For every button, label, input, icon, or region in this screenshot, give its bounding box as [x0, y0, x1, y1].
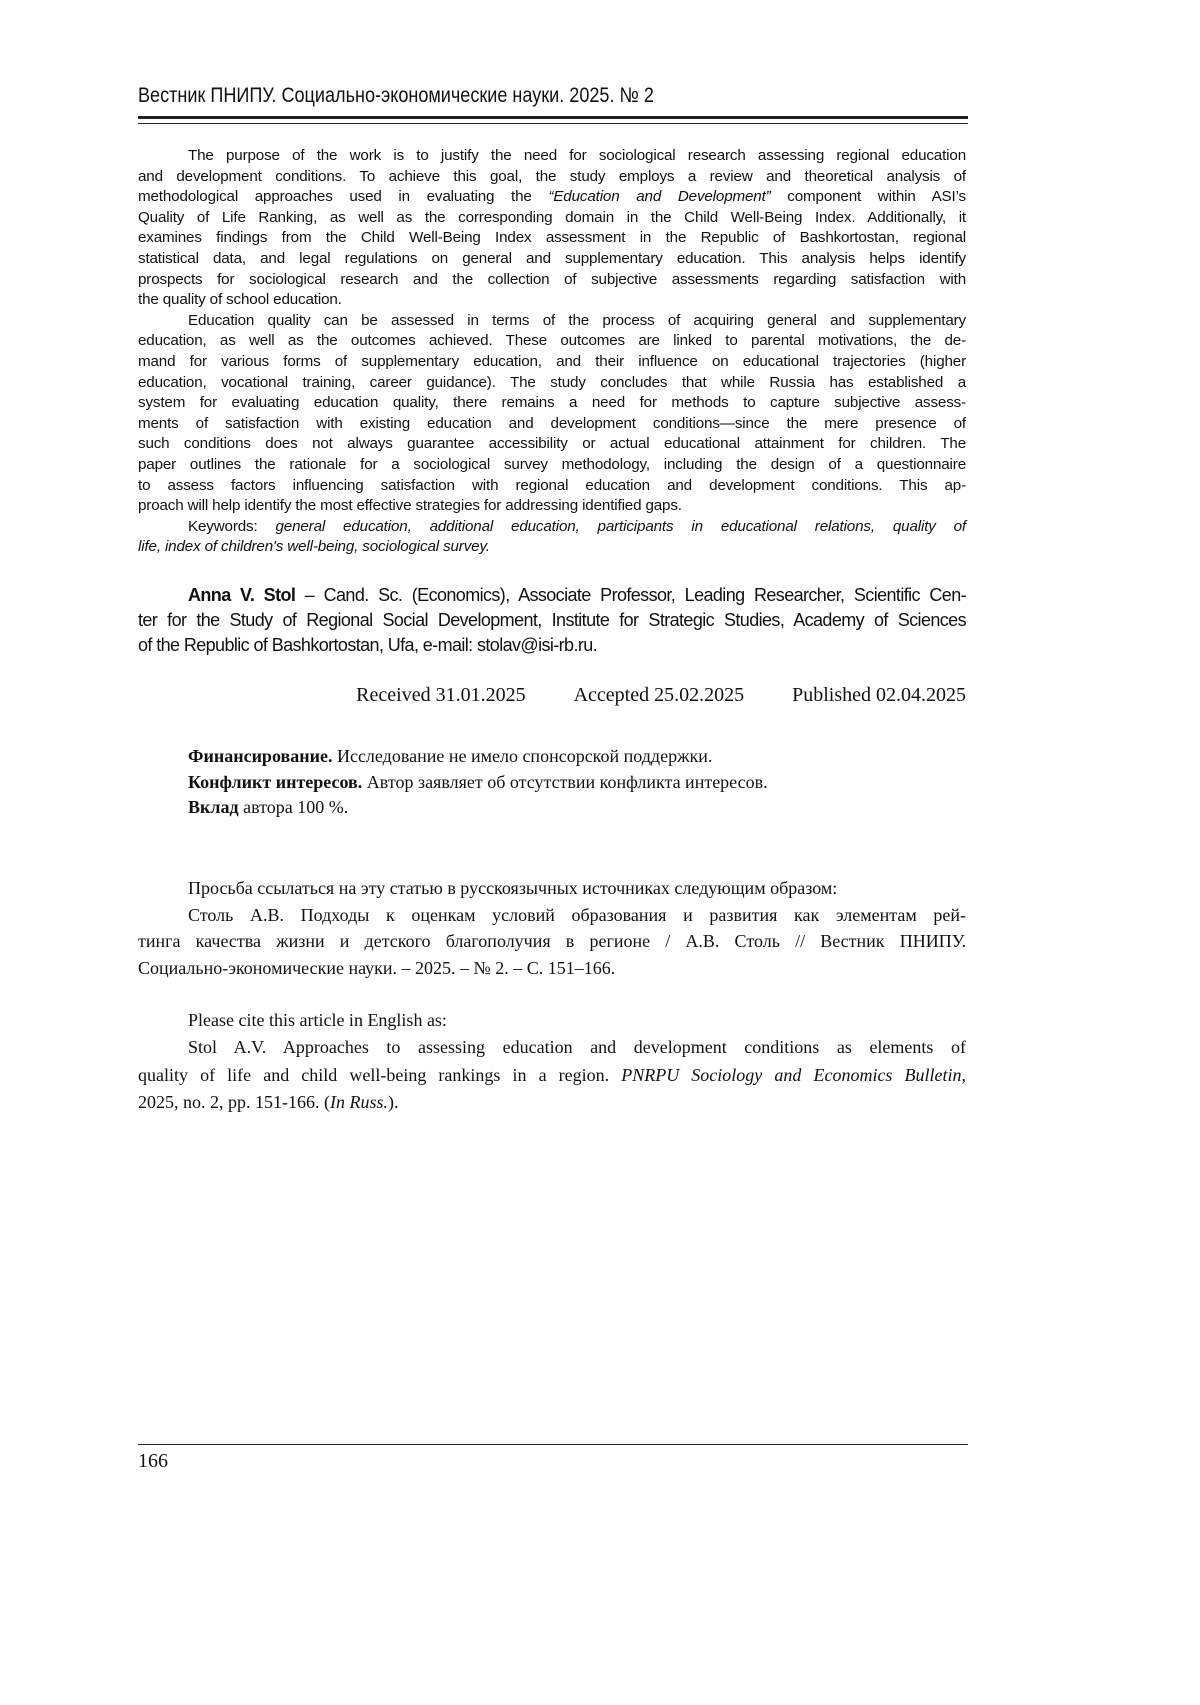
text-segment: – Cand. Sc. (Economics), Associate Professor, Leading Researcher, Scientific Cen- — [295, 585, 966, 605]
text-line — [138, 744, 966, 770]
text-line — [138, 455, 966, 476]
text-segment: 2025, no. 2, pp. 151-166. ( — [138, 1091, 330, 1112]
bold-text: Anna V. Stol — [188, 585, 296, 605]
bold-text: Вклад — [188, 797, 239, 817]
bold-text: Финансирование. — [188, 746, 333, 766]
text-segment: ). — [388, 1091, 399, 1112]
text-segment: such conditions does not always guarantee accessibility or actual educational attainment for children. The — [138, 435, 966, 453]
funding-conflict-section — [138, 744, 966, 821]
text-line — [138, 476, 966, 497]
text-line — [138, 167, 966, 188]
text-segment: education, as well as the outcomes achieved. These outcomes are linked to parental motivations, the de- — [138, 332, 966, 350]
italic-text: In Russ. — [330, 1091, 388, 1112]
citation-english — [138, 1007, 966, 1116]
italic-text: PNRPU Sociology and Economics Bulletin — [621, 1064, 962, 1085]
text-segment: Quality of Life Ranking, as well as the corresponding domain in the Child Well-Being Index. Additionally, it — [138, 208, 966, 226]
text-segment: Stol A.V. Approaches to assessing education and development conditions as elements of — [188, 1037, 966, 1058]
text-segment: Education quality can be assessed in terms of the process of acquiring general and supplementary — [188, 311, 966, 329]
text-segment: , — [961, 1064, 967, 1085]
text-line — [138, 1034, 966, 1061]
text-segment: prospects for sociological research and the collection of subjective assessments regarding satisfaction with — [138, 270, 966, 288]
text-segment: Исследование не имело спонсорской поддержки. — [332, 746, 713, 766]
text-line — [138, 583, 966, 608]
received-date: Received 31.01.2025 — [356, 684, 526, 706]
text-line — [138, 537, 966, 558]
text-line — [138, 1007, 966, 1034]
text-segment: Просьба ссылаться на эту статью в русскоязычных источниках следующим образом: — [188, 878, 838, 898]
text-segment: Автор заявляет об отсутствии конфликта интересов. — [362, 771, 768, 792]
text-line — [138, 290, 966, 311]
text-line — [138, 373, 966, 394]
text-segment: system for evaluating education quality, there remains a need for methods to capture subjective assess- — [138, 394, 966, 412]
accepted-date: Accepted 25.02.2025 — [573, 684, 745, 706]
text-line — [138, 902, 966, 929]
text-segment: The purpose of the work is to justify the need for sociological research assessing regional education — [188, 147, 966, 164]
text-line — [138, 434, 966, 455]
text-segment: quality of life and child well-being rankings in a region. — [138, 1064, 622, 1085]
text-segment: ments of satisfaction with existing education and development conditions—since the mere presence of — [138, 414, 966, 432]
text-segment: Социально-экономические науки. – 2025. – № 2. – С. 151–166. — [138, 958, 616, 979]
text-segment: Столь А.В. Подходы к оценкам условий образования и развития как элементам рей- — [188, 904, 966, 925]
text-line — [138, 1062, 966, 1089]
text-line — [138, 270, 966, 291]
text-line — [138, 311, 966, 332]
page-number: 166 — [138, 1450, 168, 1472]
text-segment: statistical data, and legal regulations on general and supplementary education. This analysis helps identify — [138, 249, 966, 267]
text-segment: component within ASI’s — [770, 188, 966, 206]
text-line — [138, 1089, 966, 1116]
text-segment: тинга качества жизни и детского благополучия в регионе / А.В. Столь // Вестник ПНИПУ. — [138, 931, 966, 952]
text-line — [138, 249, 966, 270]
text-segment: examines findings from the Child Well-Being Index assessment in the Republic of Bashkortostan, regional — [138, 229, 966, 247]
text-segment: ter for the Study of Regional Social Development, Institute for Strategic Studies, Academy of Sciences — [138, 610, 966, 630]
text-line — [138, 352, 966, 373]
text-segment: education, vocational training, career guidance). The study concludes that while Russia has established a — [138, 373, 966, 391]
text-line — [138, 633, 966, 658]
header-divider — [138, 116, 968, 123]
text-segment: автора 100 %. — [238, 797, 349, 817]
italic-text: general education, additional education, participants in educational relations, quality of — [275, 517, 967, 535]
text-line — [138, 208, 966, 229]
text-line — [138, 875, 966, 902]
text-segment: Keywords: — [188, 517, 276, 535]
citation-russian — [138, 875, 966, 982]
article-dates — [356, 684, 966, 707]
text-line — [138, 331, 966, 352]
text-line — [138, 517, 966, 538]
author-info — [138, 583, 966, 658]
text-line — [138, 496, 966, 517]
text-line — [138, 795, 966, 821]
text-line — [138, 414, 966, 435]
bold-text: Конфликт интересов. — [188, 771, 363, 792]
text-segment: paper outlines the rationale for a sociological survey methodology, including the design of a questionnaire — [138, 455, 966, 473]
text-segment: of the Republic of Bashkortostan, Ufa, e-mail: stolav@isi-rb.ru. — [138, 635, 598, 655]
text-line — [138, 393, 966, 414]
abstract — [138, 146, 966, 558]
text-line — [138, 608, 966, 633]
text-segment: the quality of school education. — [138, 291, 342, 309]
text-line — [138, 770, 966, 796]
text-line — [138, 955, 966, 982]
text-segment: proach will help identify the most effective strategies for addressing identified gaps. — [138, 497, 682, 515]
text-segment: and development conditions. To achieve this goal, the study employs a review and theoretical analysis of — [138, 167, 966, 185]
text-line — [138, 146, 966, 167]
journal-header: Вестник ПНИПУ. Социально-экономические науки. 2025. № 2 — [138, 84, 654, 107]
text-segment: mand for various forms of supplementary education, and their influence on educational trajectories (higher — [138, 352, 966, 370]
text-segment: Please cite this article in English as: — [188, 1010, 447, 1030]
italic-text: “Education and Development” — [548, 188, 771, 206]
text-segment: methodological approaches used in evaluating the — [138, 188, 549, 206]
text-line — [138, 228, 966, 249]
text-segment: to assess factors influencing satisfaction with regional education and development conditions. This ap- — [138, 476, 966, 494]
text-line — [138, 928, 966, 955]
italic-text: life, index of children's well-being, sociological survey. — [138, 538, 490, 556]
text-line — [138, 187, 966, 208]
published-date: Published 02.04.2025 — [792, 684, 966, 706]
footer-divider — [138, 1444, 968, 1445]
